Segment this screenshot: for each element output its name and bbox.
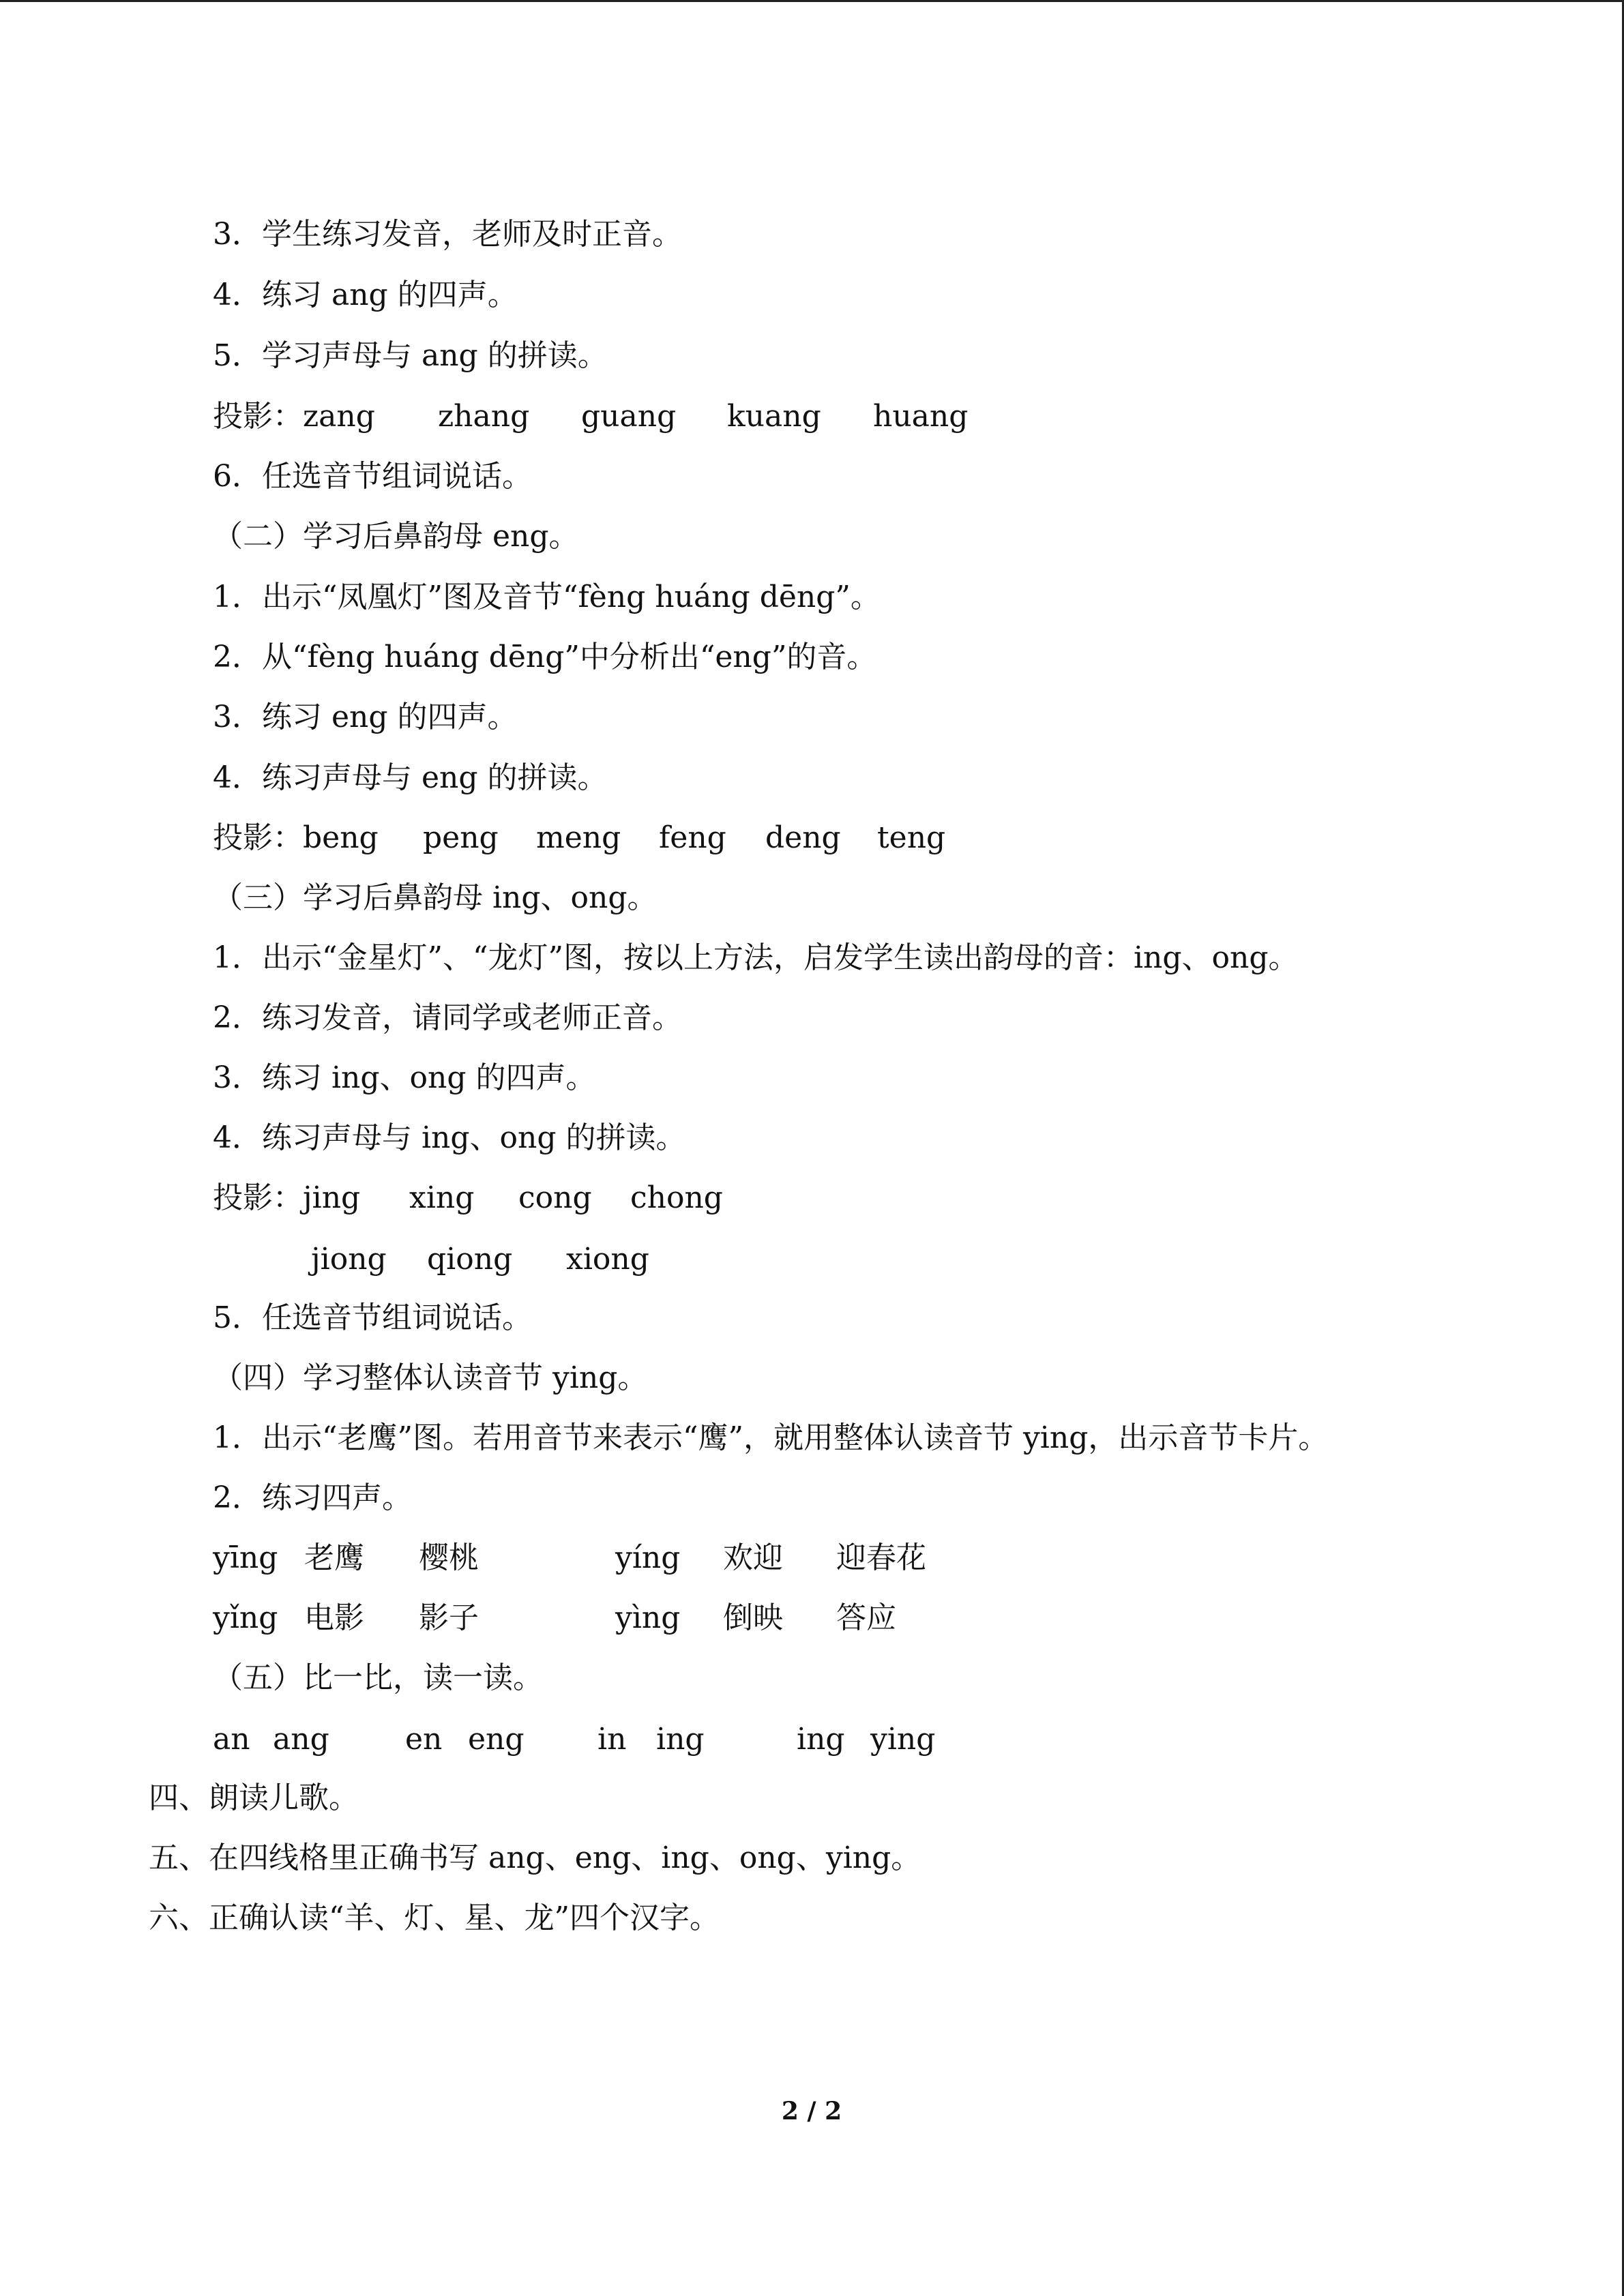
section-heading: （四）学习整体认读音节 ying。: [213, 1360, 648, 1395]
syllable-cell: deng: [765, 820, 841, 855]
word-cell: 答应: [836, 1600, 896, 1635]
syllable-cell: meng: [536, 820, 621, 855]
syllable-cell: zhang: [438, 399, 530, 434]
syllable-cell: huang: [873, 399, 969, 434]
section-heading: （二）学习后鼻韵母 eng。: [213, 519, 579, 554]
text-line: 2．从“fèng huáng dēng”中分析出“eng”的音。: [213, 640, 877, 674]
text-line: 4．练习声母与 eng 的拼读。: [213, 760, 608, 795]
syllable-cell: yìng: [615, 1600, 681, 1635]
syllable-cell: 投影：beng: [213, 820, 379, 855]
text-line: 3．学生练习发音，老师及时正音。: [213, 217, 682, 252]
text-line: 2．练习四声。: [213, 1480, 412, 1515]
text-line: 2．练习发音，请同学或老师正音。: [213, 1000, 682, 1035]
syllable-cell: jiong: [311, 1242, 387, 1277]
section-heading: （五）比一比，读一读。: [213, 1660, 543, 1695]
syllable-cell: kuang: [727, 399, 821, 434]
syllable-cell: en: [405, 1722, 443, 1757]
page-number: 2 / 2: [781, 2097, 842, 2126]
syllable-cell: eng: [468, 1722, 525, 1757]
text-line: 6．任选音节组词说话。: [213, 459, 532, 494]
syllable-cell: yǐng: [213, 1600, 278, 1635]
word-cell: 迎春花: [836, 1540, 926, 1575]
text-line: 1．出示“老鹰”图。若用音节来表示“鹰”，就用整体认读音节 ying，出示音节卡片。: [213, 1420, 1329, 1455]
syllable-cell: xing: [409, 1180, 475, 1215]
syllable-cell: ying: [870, 1722, 936, 1757]
text-line: 3．练习 eng 的四声。: [213, 700, 518, 734]
text-line: 5．学习声母与 ang 的拼读。: [213, 338, 608, 373]
syllable-cell: feng: [659, 820, 726, 855]
syllable-cell: yīng: [213, 1540, 278, 1575]
section-heading: （三）学习后鼻韵母 ing、ong。: [213, 880, 658, 915]
syllable-cell: an: [213, 1722, 250, 1757]
syllable-cell: in: [597, 1722, 627, 1757]
syllable-cell: ang: [273, 1722, 329, 1757]
word-cell: 老鹰: [304, 1540, 364, 1575]
syllable-cell: ing: [656, 1722, 705, 1757]
text-line: 4．练习 ang 的四声。: [213, 278, 518, 312]
syllable-cell: guang: [581, 399, 677, 434]
word-cell: 樱桃: [419, 1540, 479, 1575]
syllable-cell: yíng: [615, 1540, 681, 1575]
syllable-cell: ing: [797, 1722, 845, 1757]
syllable-cell: cong: [518, 1180, 592, 1215]
syllable-cell: peng: [423, 820, 499, 855]
word-cell: 欢迎: [723, 1540, 783, 1575]
section-heading: 五、在四线格里正确书写 ang、eng、ing、ong、ying。: [149, 1840, 921, 1875]
text-line: 1．出示“凤凰灯”图及音节“fèng huáng dēng”。: [213, 580, 881, 614]
syllable-cell: 投影：jing: [213, 1180, 361, 1215]
text-line: 4．练习声母与 ing、ong 的拼读。: [213, 1120, 686, 1155]
syllable-cell: 投影：zang: [213, 399, 375, 434]
text-line: 3．练习 ing、ong 的四声。: [213, 1060, 596, 1095]
word-cell: 影子: [419, 1600, 479, 1635]
word-cell: 电影: [304, 1600, 364, 1635]
syllable-cell: chong: [630, 1180, 723, 1215]
text-line: 1．出示“金星灯”、“龙灯”图，按以上方法，启发学生读出韵母的音：ing、ong。: [213, 940, 1299, 975]
syllable-cell: xiong: [566, 1242, 649, 1277]
section-heading: 六、正确认读“羊、灯、星、龙”四个汉字。: [149, 1900, 720, 1935]
word-cell: 倒映: [723, 1600, 783, 1635]
syllable-cell: teng: [877, 820, 946, 855]
text-line: 5．任选音节组词说话。: [213, 1300, 532, 1335]
syllable-cell: qiong: [427, 1242, 513, 1277]
section-heading: 四、朗读儿歌。: [149, 1780, 359, 1815]
